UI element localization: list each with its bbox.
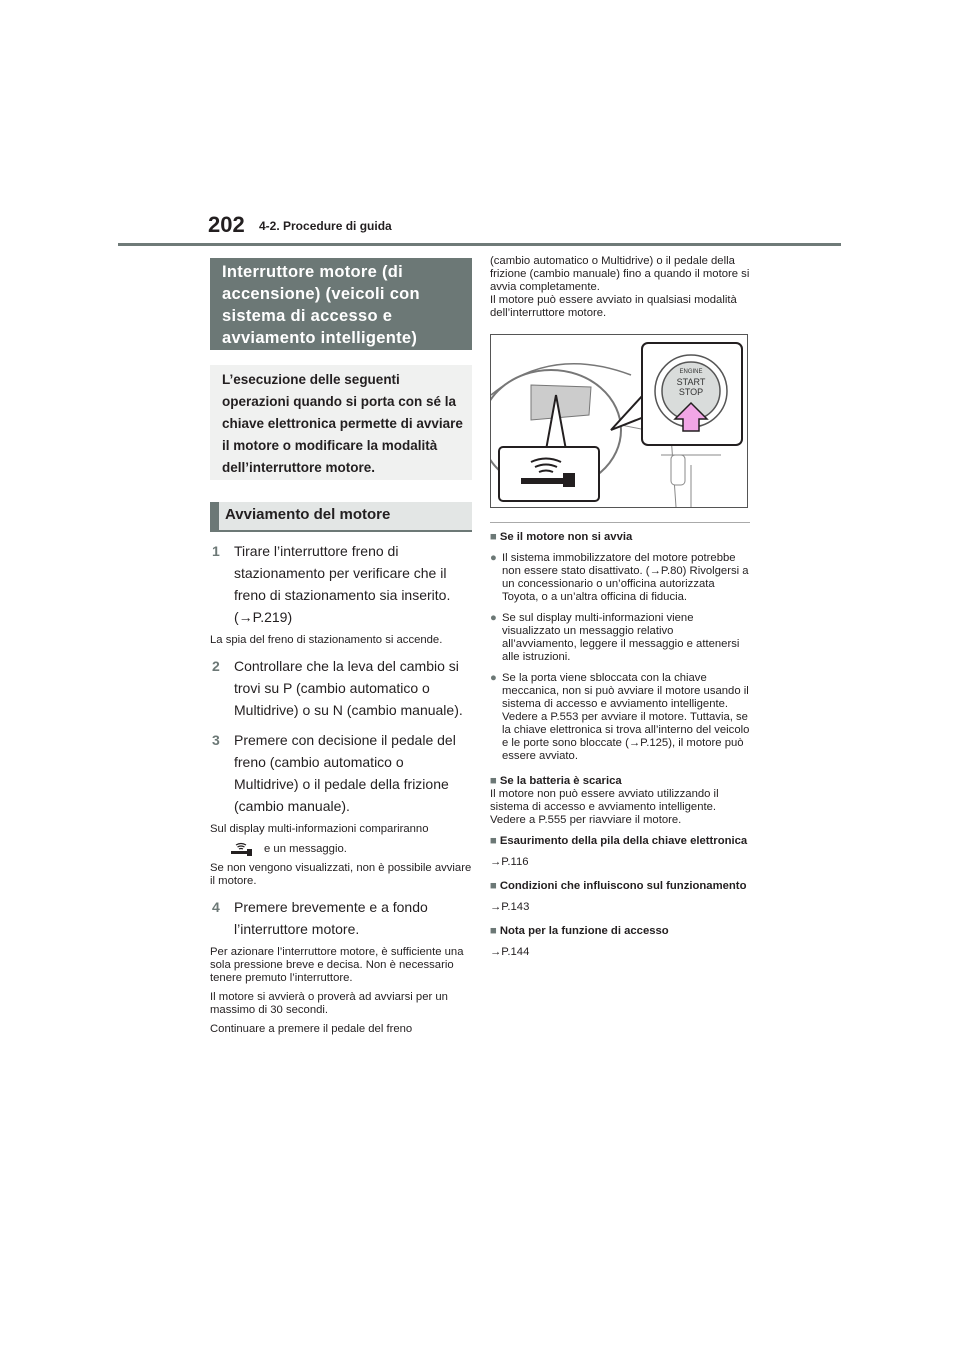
- smart-key-indicator-icon: [230, 842, 254, 856]
- paragraph: Il motore non può essere avviato utilizzando il sistema di accesso e avviamento intelligente. Vedere a P.555 per riavviare il motore.: [490, 788, 719, 826]
- heading-text: Condizioni che influiscono sul funzionamento: [499, 880, 747, 892]
- note-heading: ■ Se la batteria è scarica: [490, 775, 622, 787]
- heading-text: Nota per la funzione di accesso: [499, 925, 669, 937]
- heading-text: Se il motore non si avvia: [499, 531, 633, 543]
- heading-text: Se la batteria è scarica: [499, 775, 622, 787]
- bullet-item: ● Il sistema immobilizzatore del motore potrebbe non essere stato disattivato. (→P.80) Rivolgersi a un concessionario o un’officina autorizzata Toyota, o a un’altra officina di fiducia.: [490, 552, 749, 603]
- button-text-engine: ENGINE: [679, 369, 703, 375]
- heading-text: Esaurimento della pila della chiave elettronica: [499, 835, 748, 847]
- step-note: La spia del freno di stazionamento si accende.: [210, 634, 443, 646]
- page-reference[interactable]: →P.143: [490, 901, 530, 913]
- engine-switch-illustration: [490, 334, 748, 508]
- note-heading: ■ Esaurimento della pila della chiave elettronica: [490, 835, 748, 847]
- page-reference[interactable]: →P.116: [490, 856, 529, 868]
- page-number: 202: [208, 212, 245, 237]
- button-text-stop: STOP: [678, 387, 704, 397]
- button-text-start: START: [676, 377, 706, 387]
- step-text: Premere con decisione il pedale del freno (cambio automatico o Multidrive) o il pedale della frizione (cambio manuale).: [234, 732, 456, 814]
- step-note: Il motore si avvierà o proverà ad avviarsi per un massimo di 30 secondi.: [210, 991, 448, 1016]
- step-note: Se non vengono visualizzati, non è possibile avviare il motore.: [210, 862, 472, 887]
- engine-button-label: [661, 367, 721, 397]
- divider: [490, 522, 750, 523]
- subsection-heading: Avviamento del motore: [210, 502, 472, 532]
- dashboard-drawing: [491, 335, 747, 507]
- bullet-text: Se la porta viene sbloccata con la chiave meccanica, non si può avviare il motore usando il sistema di accesso e avviamento intelligente. Vedere a P.553 per avviare il motore. Tuttavia, se la chiave elettronica si trova all’interno del veicolo e le porte sono bloccate (→P.125), il motore può essere avviato.: [502, 672, 750, 762]
- bullet-item: ● Se la porta viene sbloccata con la chiave meccanica, non si può avviare il motore usando il sistema di accesso e avviamento intelligente. Vedere a P.553 per avviare il motore. Tuttavia, se la chiave elettronica si trova all’interno del veicolo e le porte sono bloccate (→P.125), il motore può essere avviato.: [490, 672, 750, 762]
- step-number: 3: [212, 732, 220, 748]
- step-3: [210, 729, 472, 817]
- step-note: Continuare a premere il pedale del freno: [210, 1023, 413, 1035]
- step-number: 4: [212, 899, 220, 915]
- bullet-item: ● Se sul display multi-informazioni viene visualizzato un messaggio relativo all’avviamento, leggere il messaggio e attenersi alle istruzioni.: [490, 612, 750, 664]
- step-text: Tirare l’interruttore freno di stazionamento per verificare che il freno di stazionamento sia inserito. (→P.219): [234, 543, 451, 625]
- indicator-text: e un messaggio.: [264, 843, 347, 855]
- step-4: [210, 896, 472, 940]
- section-title: Interruttore motore (di accensione) (veicoli con sistema di accesso e avviamento intelligente): [210, 258, 472, 350]
- step-number: 1: [212, 543, 220, 559]
- note-heading: ■ Condizioni che influiscono sul funzionamento: [490, 880, 747, 892]
- chapter-title: 4-2. Procedure di guida: [259, 219, 392, 233]
- left-column: [210, 258, 472, 1036]
- note-heading: ■ Nota per la funzione di accesso: [490, 925, 669, 937]
- step-note: Sul display multi-informazioni compariranno: [210, 823, 429, 835]
- step-note: Per azionare l’interruttore motore, è sufficiente una sola pressione breve e decisa. Non è necessario tenere premuto l’interruttore.: [210, 946, 464, 984]
- bullet-text: Il sistema immobilizzatore del motore potrebbe non essere stato disattivato. (→P.80) Rivolgersi a un concessionario o un’officina autorizzata Toyota, o a un’altra officina di fiducia.: [502, 552, 749, 603]
- paragraph: Il motore può essere avviato in qualsiasi modalità dell’interruttore motore.: [490, 294, 737, 319]
- step-1: [210, 540, 472, 628]
- right-column: [490, 255, 750, 958]
- intro-box: L’esecuzione delle seguenti operazioni quando si porta con sé la chiave elettronica permette di avviare il motore o modificare la modalità dell’interruttore motore.: [210, 365, 472, 480]
- step-number: 2: [212, 658, 220, 674]
- page-reference[interactable]: →P.144: [490, 946, 530, 958]
- note-heading: ■ Se il motore non si avvia: [490, 531, 633, 543]
- step-2: [210, 655, 472, 721]
- paragraph: (cambio automatico o Multidrive) o il pedale della frizione (cambio manuale) fino a quando il motore si avvia completamente.: [490, 255, 750, 293]
- step-text: Premere brevemente e a fondo l’interruttore motore.: [234, 899, 428, 937]
- header-divider: [118, 243, 841, 246]
- indicator-line: [210, 842, 472, 856]
- bullet-text: Se sul display multi-informazioni viene visualizzato un messaggio relativo all’avviamento, leggere il messaggio e attenersi alle istruzioni.: [502, 612, 740, 663]
- step-text: Controllare che la leva del cambio si trovi su P (cambio automatico o Multidrive) o su N (cambio manuale).: [234, 658, 463, 718]
